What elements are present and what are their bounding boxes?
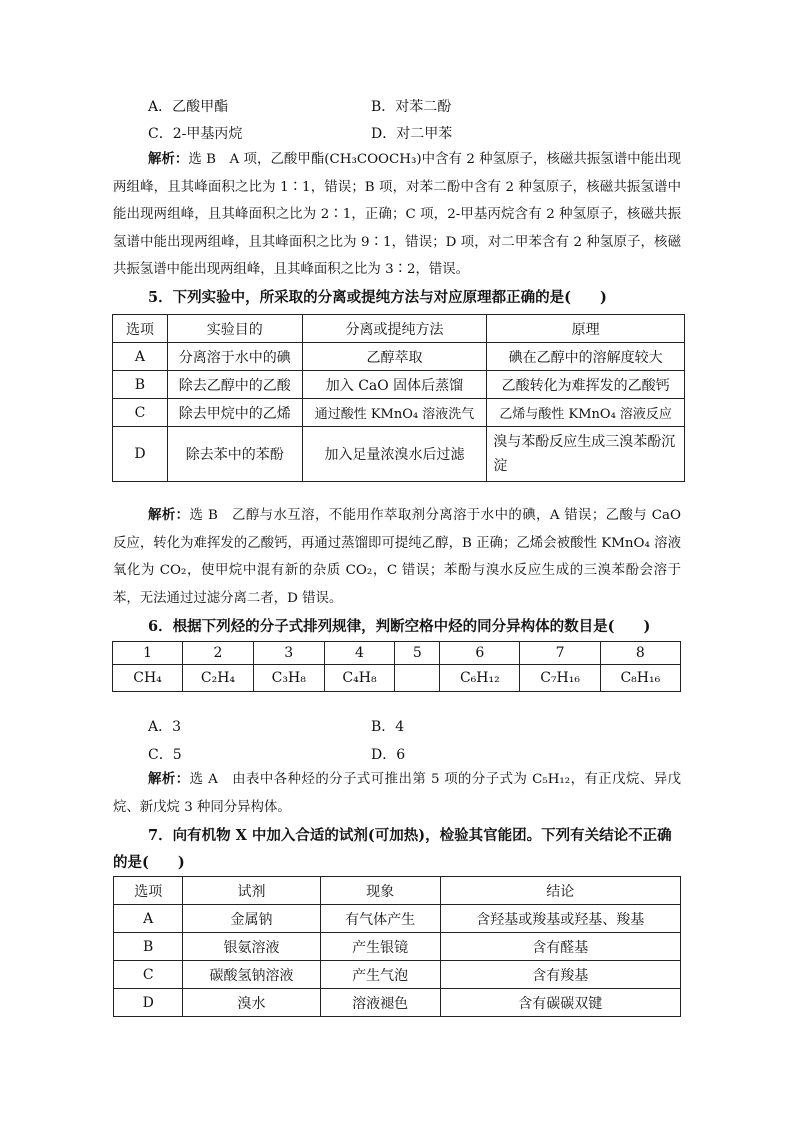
q6-option-d: D．6 — [371, 747, 406, 763]
table-cell: B — [114, 933, 183, 961]
table-cell: 碳酸氢钠溶液 — [183, 961, 320, 989]
q5-stem: 5．下列实验中，所采取的分离或提纯方法与对应原理都正确的是( ) — [148, 289, 607, 306]
table-row — [114, 989, 681, 1017]
table-cell: 加入 CaO 固体后蒸馏 — [302, 371, 487, 399]
table-cell: 乙酸转化为难挥发的乙酸钙 — [487, 371, 685, 399]
table-cell: A — [114, 905, 183, 933]
table-row — [114, 933, 681, 961]
table-cell: 含有碳碳双键 — [440, 989, 681, 1017]
q6-option-a: A．3 — [148, 719, 182, 735]
table-header: 结论 — [440, 877, 681, 905]
table-cell: CH₄ — [113, 665, 183, 692]
table-cell: 除去苯中的苯酚 — [167, 427, 302, 482]
table-cell: 含有醛基 — [440, 933, 681, 961]
table-cell: D — [113, 427, 168, 482]
table-cell: 溶液褪色 — [320, 989, 440, 1017]
table-header: 实验目的 — [167, 315, 302, 343]
table-cell: C₂H₄ — [183, 665, 254, 692]
table-header-row — [113, 315, 685, 343]
q7-stem: 7．向有机物 X 中加入合适的试剂(可加热)，检验其官能团。下列有关结论不正确的是( ) — [113, 827, 672, 871]
table-row — [113, 399, 685, 427]
table-cell: 含羟基或羧基或羟基、羧基 — [440, 905, 681, 933]
table-header: 5 — [395, 642, 440, 665]
q6-option-b: B．4 — [371, 719, 405, 735]
table-cell: 乙烯与酸性 KMnO₄ 溶液反应 — [487, 399, 685, 427]
table-cell: 银氨溶液 — [183, 933, 320, 961]
q4-option-b: B．对苯二酚 — [371, 99, 452, 115]
solution-lead: 解析： — [148, 507, 190, 523]
table-header-row — [114, 877, 681, 905]
table-cell: 加入足量浓溴水后过滤 — [302, 427, 487, 482]
table-cell: 碘在乙醇中的溶解度较大 — [487, 343, 685, 371]
q4-solution — [113, 146, 681, 284]
table-header: 原理 — [487, 315, 685, 343]
table-cell: 除去甲烷中的乙烯 — [167, 399, 302, 427]
solution-lead: 解析： — [148, 151, 189, 167]
table-cell: C₄H₈ — [324, 665, 395, 692]
solution-text: 选 B A 项，乙酸甲酯(CH₃COOCH₃)中含有 2 种氢原子，核磁共振氢谱中能出现两组峰，且其峰面积之比为 1∶1，错误；B 项，对苯二酚中含有 2 种氢原子，核磁共振氢谱中能出现两组峰，且其峰面积之比为 2∶1，正确；C 项，2-甲基丙烷含有 2 种氢原子，核磁共振氢谱中能出现两组峰，且其峰面积之比为 9∶1，错误；D 项，对二甲苯含有 2 种氢原子，核磁共振氢谱中能出现两组峰，且其峰面积之比为 3∶2，错误。 — [113, 152, 681, 277]
table-header: 选项 — [114, 877, 183, 905]
table-cell: 乙醇萃取 — [302, 343, 487, 371]
table-cell: C₃H₈ — [253, 665, 324, 692]
table-cell: 溴与苯酚反应生成三溴苯酚沉淀 — [487, 427, 685, 482]
table-cell: B — [113, 371, 168, 399]
table-cell: A — [113, 343, 168, 371]
table-row — [113, 665, 681, 692]
q7-table — [113, 876, 681, 1017]
q6-option-c: C．5 — [148, 747, 182, 763]
table-header: 7 — [520, 642, 600, 665]
q5-solution — [113, 502, 681, 612]
table-row — [113, 371, 685, 399]
table-row — [114, 905, 681, 933]
table-header: 6 — [440, 642, 520, 665]
table-cell: C₈H₁₆ — [600, 665, 680, 692]
table-cell: 分离溶于水中的碘 — [167, 343, 302, 371]
q4-option-c: C．2-甲基丙烷 — [148, 126, 243, 142]
table-header: 试剂 — [183, 877, 320, 905]
table-header: 选项 — [113, 315, 168, 343]
table-header: 3 — [253, 642, 324, 665]
solution-text: 选 B 乙醇与水互溶，不能用作萃取剂分离溶于水中的碘，A 错误；乙酸与 CaO 反应，转化为难挥发的乙酸钙，再通过蒸馏即可提纯乙醇，B 正确；乙烯会被酸性 KMnO₄ 溶液氧化为 CO₂，使甲烷中混有新的杂质 CO₂，C 错误；苯酚与溴水反应生成的三溴苯酚会溶于苯，无法通过过滤分离二者，D 错误。 — [113, 508, 681, 606]
solution-lead: 解析： — [148, 771, 190, 787]
q5-table — [112, 314, 685, 482]
table-cell: 金属钠 — [183, 905, 320, 933]
q6-table — [112, 641, 681, 692]
table-cell — [395, 665, 440, 692]
table-cell: C₇H₁₆ — [520, 665, 600, 692]
table-header: 分离或提纯方法 — [302, 315, 487, 343]
table-cell: 溴水 — [183, 989, 320, 1017]
table-cell: 通过酸性 KMnO₄ 溶液洗气 — [302, 399, 487, 427]
table-row — [113, 343, 685, 371]
table-header: 2 — [183, 642, 254, 665]
table-cell: C₆H₁₂ — [440, 665, 520, 692]
table-cell: D — [114, 989, 183, 1017]
table-cell: 产生气泡 — [320, 961, 440, 989]
table-row — [113, 427, 685, 482]
q6-solution — [113, 766, 681, 821]
table-header-row — [113, 642, 681, 665]
q4-option-d: D．对二甲苯 — [371, 126, 453, 142]
table-cell: 含有羧基 — [440, 961, 681, 989]
table-header: 1 — [113, 642, 183, 665]
table-cell: 有气体产生 — [320, 905, 440, 933]
q6-stem: 6．根据下列烃的分子式排列规律，判断空格中烃的同分异构体的数目是( ) — [148, 618, 651, 635]
table-cell: C — [113, 399, 168, 427]
table-cell: C — [114, 961, 183, 989]
table-cell: 产生银镜 — [320, 933, 440, 961]
table-header: 8 — [600, 642, 680, 665]
table-row — [114, 961, 681, 989]
table-cell: 除去乙醇中的乙酸 — [167, 371, 302, 399]
solution-text: 选 A 由表中各种烃的分子式可推出第 5 项的分子式为 C₅H₁₂，有正戊烷、异戊烷、新戊烷 3 种同分异构体。 — [113, 772, 682, 815]
q4-option-a: A．乙酸甲酯 — [148, 99, 229, 115]
table-header: 现象 — [320, 877, 440, 905]
table-header: 4 — [324, 642, 395, 665]
